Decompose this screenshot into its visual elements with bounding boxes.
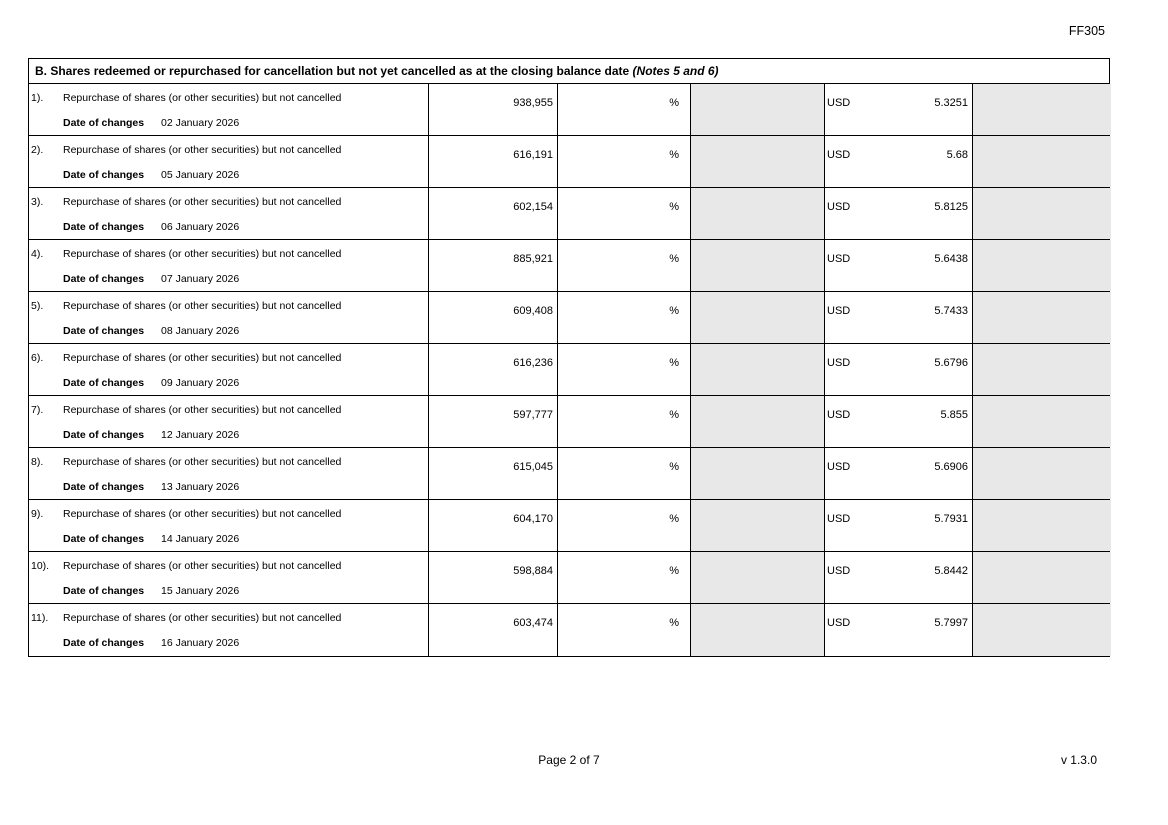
date-of-changes-label: Date of changes [63,377,145,389]
description-cell [29,448,429,499]
price-cell [825,500,973,551]
shaded-cell [973,552,1111,603]
currency-label: USD [827,97,851,109]
shaded-cell [973,344,1111,395]
description-cell [29,188,429,239]
description-cell [29,344,429,395]
shares-cell [429,188,558,239]
date-value: 15 January 2026 [161,585,240,597]
percent-cell [558,240,691,291]
shares-value: 609,408 [513,305,553,317]
percent-symbol: % [669,617,679,629]
price-value: 5.3251 [934,97,968,109]
shaded-cell [973,188,1111,239]
price-cell [825,188,973,239]
shaded-cell [973,604,1111,656]
percent-symbol: % [669,357,679,369]
price-cell [825,136,973,187]
shares-cell [429,448,558,499]
price-value: 5.7997 [934,617,968,629]
form-table [28,58,1110,657]
shaded-cell [973,240,1111,291]
table-row [29,136,1109,188]
date-value: 14 January 2026 [161,533,240,545]
date-value: 07 January 2026 [161,273,240,285]
form-code: FF305 [1068,24,1105,38]
page-footer [28,753,1110,767]
percent-symbol: % [669,305,679,317]
section-notes: (Notes 5 and 6) [632,64,719,78]
date-of-changes-label: Date of changes [63,429,145,441]
currency-label: USD [827,305,851,317]
table-body [29,84,1109,656]
currency-label: USD [827,513,851,525]
price-cell [825,448,973,499]
percent-cell [558,136,691,187]
repurchase-label: Repurchase of shares (or other securities) but not cancelled [63,144,342,156]
date-value: 06 January 2026 [161,221,240,233]
currency-label: USD [827,201,851,213]
repurchase-label: Repurchase of shares (or other securities) but not cancelled [63,404,342,416]
shares-value: 885,921 [513,253,553,265]
shaded-cell [973,500,1111,551]
percent-symbol: % [669,253,679,265]
price-value: 5.68 [946,149,968,161]
percent-symbol: % [669,409,679,421]
description-cell [29,396,429,447]
shaded-cell [691,344,825,395]
shares-cell [429,292,558,343]
date-value: 08 January 2026 [161,325,240,337]
repurchase-label: Repurchase of shares (or other securities) but not cancelled [63,92,342,104]
shaded-cell [973,448,1111,499]
percent-symbol: % [669,461,679,473]
price-cell [825,344,973,395]
shaded-cell [691,396,825,447]
repurchase-label: Repurchase of shares (or other securities) but not cancelled [63,508,342,520]
table-row [29,240,1109,292]
row-number: 8). [31,456,44,468]
shares-cell [429,396,558,447]
date-value: 16 January 2026 [161,637,240,649]
shaded-cell [691,448,825,499]
page-number: Page 2 of 7 [538,753,600,767]
date-value: 13 January 2026 [161,481,240,493]
date-of-changes-label: Date of changes [63,169,145,181]
percent-symbol: % [669,201,679,213]
shares-cell [429,604,558,656]
percent-symbol: % [669,565,679,577]
date-value: 09 January 2026 [161,377,240,389]
description-cell [29,552,429,603]
percent-cell [558,344,691,395]
row-number: 7). [31,404,44,416]
date-of-changes-label: Date of changes [63,117,145,129]
price-cell [825,84,973,135]
shaded-cell [691,240,825,291]
repurchase-label: Repurchase of shares (or other securities) but not cancelled [63,248,342,260]
description-cell [29,84,429,135]
percent-cell [558,448,691,499]
percent-symbol: % [669,149,679,161]
price-value: 5.6906 [934,461,968,473]
table-row [29,292,1109,344]
shaded-cell [691,188,825,239]
price-cell [825,604,973,656]
date-of-changes-label: Date of changes [63,585,145,597]
shares-cell [429,500,558,551]
price-cell [825,552,973,603]
row-number: 4). [31,248,44,260]
shaded-cell [973,84,1111,135]
percent-cell [558,500,691,551]
shares-cell [429,136,558,187]
date-of-changes-label: Date of changes [63,533,145,545]
shares-cell [429,344,558,395]
shares-cell [429,240,558,291]
shaded-cell [973,396,1111,447]
percent-cell [558,396,691,447]
price-value: 5.8442 [934,565,968,577]
table-row [29,552,1109,604]
section-header [29,59,1109,84]
shares-cell [429,84,558,135]
date-of-changes-label: Date of changes [63,221,145,233]
date-of-changes-label: Date of changes [63,325,145,337]
price-cell [825,240,973,291]
table-row [29,188,1109,240]
row-number: 2). [31,144,44,156]
row-number: 10). [31,560,50,572]
percent-cell [558,188,691,239]
table-row [29,84,1109,136]
shaded-cell [973,292,1111,343]
percent-cell [558,84,691,135]
currency-label: USD [827,617,851,629]
percent-cell [558,552,691,603]
currency-label: USD [827,565,851,577]
row-number: 1). [31,92,44,104]
shaded-cell [691,552,825,603]
table-row [29,500,1109,552]
date-value: 02 January 2026 [161,117,240,129]
shares-value: 602,154 [513,201,553,213]
table-row [29,396,1109,448]
shares-value: 597,777 [513,409,553,421]
shaded-cell [691,292,825,343]
repurchase-label: Repurchase of shares (or other securities) but not cancelled [63,612,342,624]
description-cell [29,292,429,343]
price-value: 5.6796 [934,357,968,369]
currency-label: USD [827,409,851,421]
price-value: 5.6438 [934,253,968,265]
shares-value: 598,884 [513,565,553,577]
shaded-cell [691,604,825,656]
percent-cell [558,604,691,656]
table-row [29,448,1109,500]
date-of-changes-label: Date of changes [63,637,145,649]
description-cell [29,604,429,656]
currency-label: USD [827,149,851,161]
shares-value: 603,474 [513,617,553,629]
date-value: 05 January 2026 [161,169,240,181]
shares-value: 938,955 [513,97,553,109]
table-row [29,344,1109,396]
repurchase-label: Repurchase of shares (or other securities) but not cancelled [63,456,342,468]
description-cell [29,136,429,187]
price-cell [825,396,973,447]
price-cell [825,292,973,343]
currency-label: USD [827,357,851,369]
shares-value: 604,170 [513,513,553,525]
row-number: 11). [31,612,49,624]
description-cell [29,240,429,291]
version-label: v 1.3.0 [1060,753,1097,767]
price-value: 5.8125 [934,201,968,213]
shares-value: 616,236 [513,357,553,369]
description-cell [29,500,429,551]
currency-label: USD [827,253,851,265]
date-of-changes-label: Date of changes [63,481,145,493]
row-number: 5). [31,300,44,312]
shares-value: 616,191 [513,149,553,161]
percent-symbol: % [669,513,679,525]
shares-value: 615,045 [513,461,553,473]
date-of-changes-label: Date of changes [63,273,145,285]
row-number: 3). [31,196,44,208]
percent-symbol: % [669,97,679,109]
repurchase-label: Repurchase of shares (or other securities) but not cancelled [63,352,342,364]
row-number: 6). [31,352,44,364]
row-number: 9). [31,508,44,520]
shares-cell [429,552,558,603]
shaded-cell [691,84,825,135]
price-value: 5.855 [940,409,968,421]
shaded-cell [691,136,825,187]
section-title: B. Shares redeemed or repurchased for cancellation but not yet cancelled as at the closing balance date [35,64,633,78]
shaded-cell [691,500,825,551]
price-value: 5.7931 [934,513,968,525]
repurchase-label: Repurchase of shares (or other securities) but not cancelled [63,196,342,208]
repurchase-label: Repurchase of shares (or other securities) but not cancelled [63,300,342,312]
currency-label: USD [827,461,851,473]
shaded-cell [973,136,1111,187]
date-value: 12 January 2026 [161,429,240,441]
table-row [29,604,1109,656]
price-value: 5.7433 [934,305,968,317]
percent-cell [558,292,691,343]
repurchase-label: Repurchase of shares (or other securities) but not cancelled [63,560,342,572]
